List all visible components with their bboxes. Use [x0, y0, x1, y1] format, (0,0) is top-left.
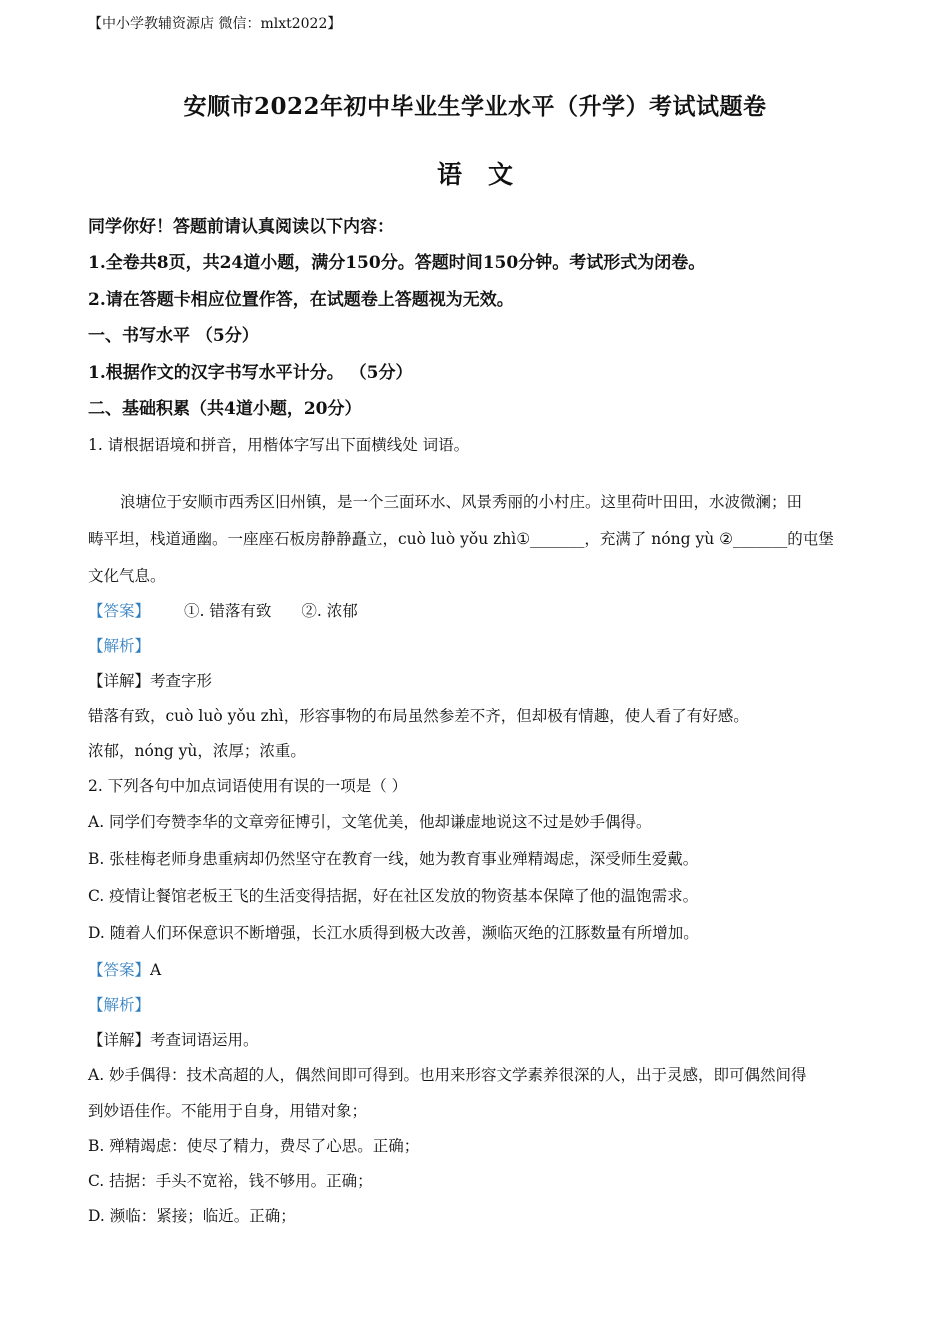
q1-explain-2: 浓郁，nóng yù，浓厚；浓重。: [88, 742, 306, 760]
section2-heading: 二、基础积累（共4道小题，20分）: [88, 399, 362, 419]
q1-answer: [88, 599, 358, 621]
detail-text: 考查词语运用。: [150, 1031, 259, 1049]
instruction-intro: 同学你好！答题前请认真阅读以下内容：: [88, 217, 394, 237]
answer-b: ②. 浓郁: [301, 602, 358, 620]
instruction-2: 2.请在答题卡相应位置作答，在试题卷上答题视为无效。: [88, 290, 514, 310]
detail-text: 考查字形: [150, 672, 213, 690]
q2-detail: [88, 1028, 259, 1050]
q2-answer: [88, 958, 161, 980]
page-header: 【中小学教辅资源店 微信：mlxt2022】: [88, 16, 342, 32]
q2-explain-3: B. 殚精竭虑：使尽了精力，费尽了心思。正确；: [88, 1137, 420, 1155]
q1-passage-line-2: 畴平坦，栈道通幽。一座座石板房静静矗立，cuò luò yǒu zhì①_______，充满了 nóng yù ②_______的屯堡: [88, 530, 834, 548]
q2-prompt: 2. 下列各句中加点词语使用有误的一项是（ ）: [88, 777, 408, 795]
exam-title: 安顺市2022年初中毕业生学业水平（升学）考试试题卷: [183, 93, 767, 120]
q2-option-c: C. 疫情让餐馆老板王飞的生活变得拮据，好在社区发放的物资基本保障了他的温饱需求。: [88, 887, 699, 905]
q2-explain-2: 到妙语佳作。不能用于自身，用错对象；: [88, 1102, 368, 1120]
instruction-1: 1.全卷共8页，共24道小题，满分150分。答题时间150分钟。考试形式为闭卷。: [88, 253, 706, 273]
section1-heading: 一、书写水平 （5分）: [88, 326, 259, 346]
q1-passage-line-1: 浪塘位于安顺市西秀区旧州镇，是一个三面环水、风景秀丽的小村庄。这里荷叶田田，水波微澜；田: [120, 493, 803, 511]
q2-explain-4: C. 拮据：手头不宽裕，钱不够用。正确；: [88, 1172, 373, 1190]
detail-tag: 【详解】: [88, 1031, 151, 1049]
answer-a: ①. 错落有致: [184, 602, 272, 620]
q1-detail: [88, 669, 212, 691]
q1-passage-line-3: 文化气息。: [88, 567, 166, 585]
q1-prompt: 1. 请根据语境和拼音，用楷体字写出下面横线处 词语。: [88, 436, 470, 454]
answer-tag: 【答案】: [88, 961, 151, 979]
q2-explain-1: A. 妙手偶得：技术高超的人，偶然间即可得到。也用来形容文学素养很深的人，出于灵感，即可偶然间得: [88, 1066, 807, 1084]
section1-item: 1.根据作文的汉字书写水平计分。 （5分）: [88, 363, 413, 383]
q2-option-d: D. 随着人们环保意识不断增强，长江水质得到极大改善，濒临灭绝的江豚数量有所增加。: [88, 924, 699, 942]
answer-value: A: [150, 961, 162, 979]
subject-title: 语文: [436, 160, 539, 189]
q1-explain-1: 错落有致，cuò luò yǒu zhì，形容事物的布局虽然参差不齐，但却极有情趣，使人看了有好感。: [88, 707, 749, 725]
q2-option-a: A. 同学们夸赞李华的文章旁征博引，文笔优美，他却谦虚地说这不过是妙手偶得。: [88, 813, 652, 831]
q2-analysis-tag: 【解析】: [88, 996, 151, 1014]
q2-explain-5: D. 濒临：紧接；临近。正确；: [88, 1207, 296, 1225]
q2-option-b: B. 张桂梅老师身患重病却仍然坚守在教育一线，她为教育事业殚精竭虑，深受师生爱戴。: [88, 850, 699, 868]
answer-tag: 【答案】: [88, 602, 151, 620]
detail-tag: 【详解】: [88, 672, 151, 690]
q1-analysis-tag: 【解析】: [88, 637, 151, 655]
